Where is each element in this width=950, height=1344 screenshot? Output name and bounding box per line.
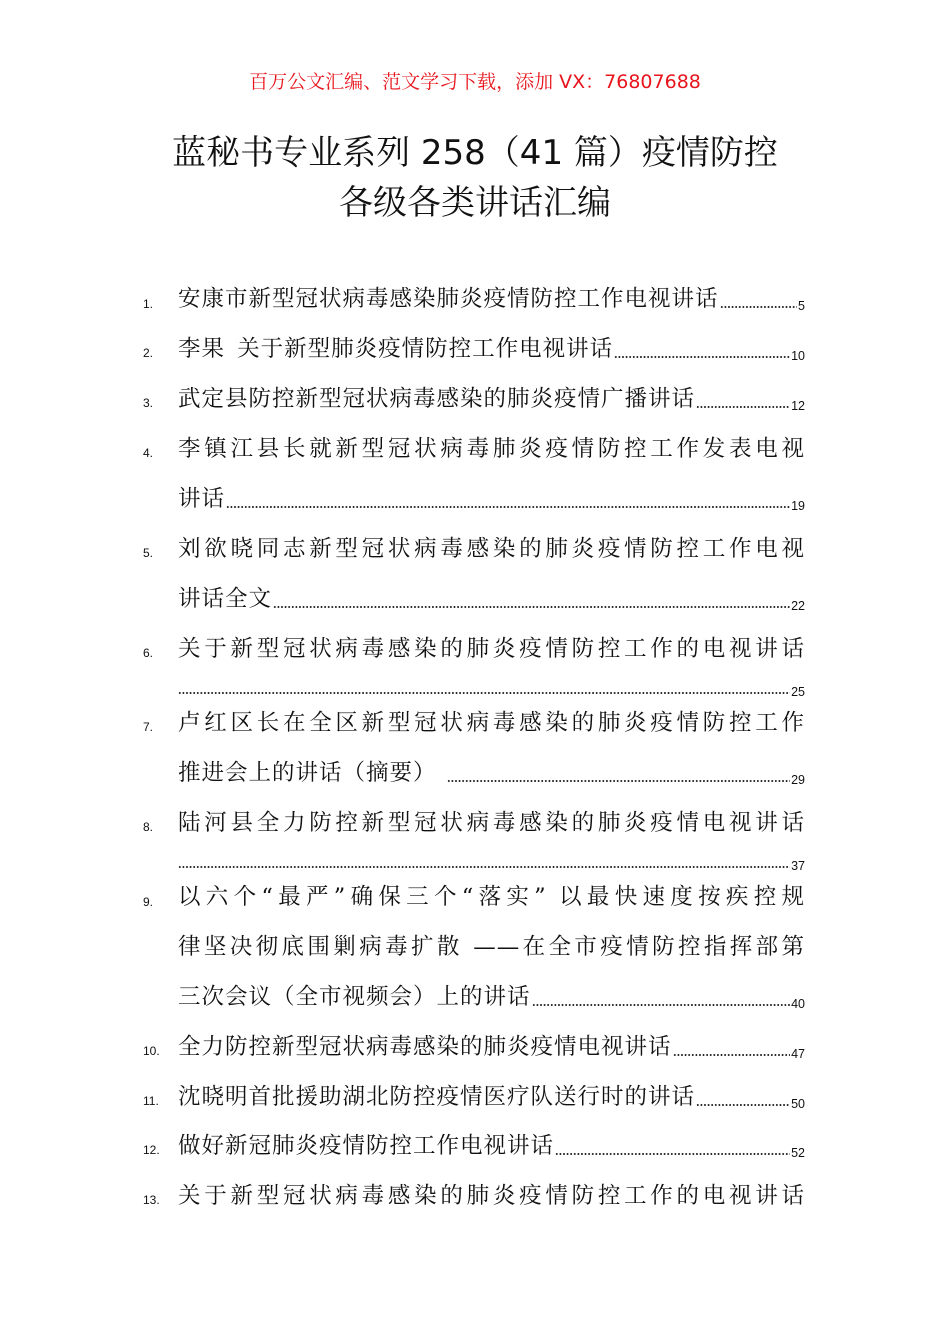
dot-leader (720, 306, 798, 308)
toc-item-title: 卢红区长在全区新型冠状病毒感染的肺炎疫情防控工作 (178, 710, 805, 736)
toc-item[interactable] (178, 1030, 805, 1064)
toc-item-continuation[interactable] (178, 980, 805, 1014)
toc-item[interactable] (178, 332, 805, 366)
toc-item-number: 7. (143, 720, 154, 734)
toc-item-number: 12. (143, 1143, 160, 1157)
toc-item-continuation[interactable] (178, 930, 805, 964)
toc-item-number: 1. (143, 297, 154, 311)
toc-page-number: 22 (791, 599, 805, 613)
toc-item-title: 陆河县全力防控新型冠状病毒感染的肺炎疫情电视讲话 (178, 810, 805, 836)
toc-item-number: 10. (143, 1044, 160, 1058)
toc-item-title-cont: 推进会上的讲话（摘要） (178, 760, 437, 786)
toc-page-number: 19 (791, 499, 805, 513)
toc-item-continuation[interactable] (178, 482, 805, 516)
dot-leader (673, 1054, 791, 1056)
dot-leader (696, 1104, 790, 1106)
toc-item-title: 关于新型冠状病毒感染的肺炎疫情防控工作的电视讲话 (178, 1183, 805, 1209)
toc-item[interactable] (178, 1179, 805, 1213)
dot-leader (555, 1153, 790, 1155)
dot-leader (178, 866, 790, 868)
toc-item-number: 3. (143, 396, 154, 410)
toc-item-number: 6. (143, 646, 154, 660)
toc-item-continuation[interactable] (178, 842, 805, 876)
dot-leader (178, 692, 790, 694)
toc-item-continuation[interactable] (178, 668, 805, 702)
toc-item-title: 安康市新型冠状病毒感染肺炎疫情防控工作电视讲话 (178, 286, 719, 312)
toc-item[interactable] (178, 432, 805, 466)
toc-item[interactable] (178, 706, 805, 740)
toc-item-title-cont: 律坚决彻底围剿病毒扩散 ——在全市疫情防控指挥部第 (178, 934, 805, 960)
toc-item-number: 11. (143, 1094, 159, 1108)
toc-item-title: 刘欲晓同志新型冠状病毒感染的肺炎疫情防控工作电视 (178, 536, 805, 562)
toc-item-number: 2. (143, 346, 154, 360)
toc-item[interactable] (178, 880, 805, 914)
title-line-1: 蓝秘书专业系列 258（41 篇）疫情防控 (172, 133, 778, 173)
toc-item-title-cont: 讲话 (178, 486, 226, 512)
promo-banner: 百万公文汇编、范文学习下载，添加 VX：76807688 (249, 71, 701, 93)
toc-page-number: 29 (791, 773, 805, 787)
toc-page-number: 52 (791, 1146, 805, 1160)
toc-item-title: 以六个“最严”确保三个“落实” 以最快速度按疾控规 (178, 884, 805, 910)
dot-leader (226, 506, 790, 508)
toc-item[interactable] (178, 282, 805, 316)
toc-page-number: 25 (791, 685, 805, 699)
toc-item-continuation[interactable] (178, 756, 805, 790)
dot-leader (532, 1004, 791, 1006)
toc-page-number: 50 (791, 1097, 805, 1111)
toc-item[interactable] (178, 532, 805, 566)
dot-leader (614, 356, 790, 358)
toc-item-number: 9. (143, 895, 154, 909)
dot-leader (447, 780, 791, 782)
title-line-2: 各级各类讲话汇编 (339, 183, 611, 223)
toc-item-continuation[interactable] (178, 582, 805, 616)
toc-item-title: 李镇江县长就新型冠状病毒肺炎疫情防控工作发表电视 (178, 436, 805, 462)
toc-item[interactable] (178, 806, 805, 840)
toc-item-title-cont: 三次会议（全市视频会）上的讲话 (178, 984, 531, 1010)
toc-item-number: 13. (143, 1193, 160, 1207)
toc-item-title: 沈晓明首批援助湖北防控疫情医疗队送行时的讲话 (178, 1084, 696, 1110)
toc-item-number: 8. (143, 820, 154, 834)
toc-item-title: 全力防控新型冠状病毒感染的肺炎疫情电视讲话 (178, 1034, 672, 1060)
toc-item-title-cont: 讲话全文 (178, 586, 273, 612)
toc-page-number: 5 (798, 299, 805, 313)
toc-item[interactable] (178, 632, 805, 666)
toc-item-title: 武定县防控新型冠状病毒感染的肺炎疫情广播讲话 (178, 386, 696, 412)
toc-item[interactable] (178, 1129, 805, 1163)
document-title (0, 128, 950, 228)
toc-item[interactable] (178, 1080, 805, 1114)
toc-page-number: 12 (791, 399, 805, 413)
toc-item-title: 关于新型冠状病毒感染的肺炎疫情防控工作的电视讲话 (178, 636, 805, 662)
toc-item-number: 5. (143, 546, 154, 560)
toc-item-title: 李果 关于新型肺炎疫情防控工作电视讲话 (178, 336, 614, 362)
toc-item[interactable] (178, 382, 805, 416)
toc-page-number: 10 (791, 349, 805, 363)
dot-leader (696, 406, 790, 408)
toc-page-number: 47 (791, 1047, 805, 1061)
toc-item-number: 4. (143, 446, 154, 460)
dot-leader (273, 606, 790, 608)
toc-item-title: 做好新冠肺炎疫情防控工作电视讲话 (178, 1133, 555, 1159)
toc-page-number: 40 (791, 997, 805, 1011)
toc-page-number: 37 (791, 859, 805, 873)
